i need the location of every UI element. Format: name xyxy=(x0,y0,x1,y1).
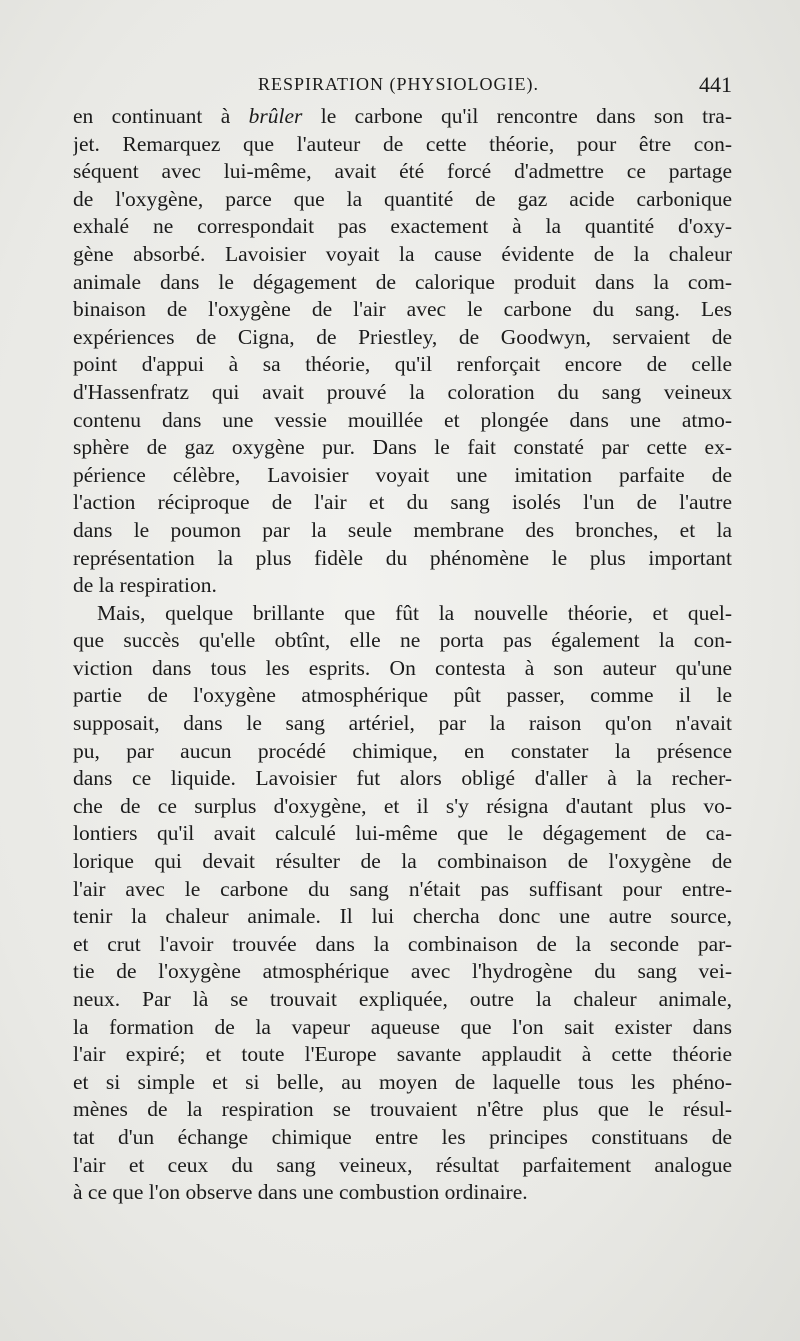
text-line: che de ce surplus d'oxygène, et il s'y résigna d'autant plus vo- xyxy=(73,793,732,818)
text-line: expériences de Cigna, de Priestley, de Goodwyn, servaient de xyxy=(73,324,732,349)
text-line: binaison de l'oxygène de l'air avec le carbone du sang. Les xyxy=(73,297,732,322)
text-line: périence célèbre, Lavoisier voyait une imitation parfaite de xyxy=(73,462,732,487)
text-line: séquent avec lui-même, avait été forcé d'admettre ce partage xyxy=(73,159,732,184)
text-line: de la respiration. xyxy=(73,573,217,598)
text-line: neux. Par là se trouvait expliquée, outre la chaleur animale, xyxy=(73,987,732,1011)
text-line: Mais, quelque brillante que fût la nouvelle théorie, et quel- xyxy=(97,600,732,625)
text-line: lontiers qu'il avait calculé lui-même que le dégagement de ca- xyxy=(73,821,732,846)
text-line: représentation la plus fidèle du phénomène le plus important xyxy=(73,545,732,570)
body-text xyxy=(73,103,732,1207)
text-line: que succès qu'elle obtînt, elle ne porta pas également la con- xyxy=(73,628,732,653)
text-line: et crut l'avoir trouvée dans la combinaison de la seconde par- xyxy=(73,931,732,956)
text-line xyxy=(73,103,732,131)
text-line: l'air avec le carbone du sang n'était pas suffisant pour entre- xyxy=(73,876,732,901)
text-line: dans le poumon par la seule membrane des bronches, et la xyxy=(73,517,732,542)
text-segment: en continuant à xyxy=(73,104,249,128)
text-line: la formation de la vapeur aqueuse que l'on sait exister dans xyxy=(73,1014,732,1039)
text-line: l'air et ceux du sang veineux, résultat parfaitement analogue xyxy=(73,1152,732,1177)
text-line: l'air expiré; et toute l'Europe savante applaudit à cette théorie xyxy=(73,1042,732,1067)
text-line: et si simple et si belle, au moyen de laquelle tous les phéno- xyxy=(73,1069,732,1094)
text-line: dans ce liquide. Lavoisier fut alors obligé d'aller à la recher- xyxy=(73,766,732,791)
text-line: tat d'un échange chimique entre les principes constituans de xyxy=(73,1124,732,1149)
page-number: 441 xyxy=(699,72,732,97)
running-head: RESPIRATION (PHYSIOLOGIE). xyxy=(258,74,539,94)
text-line: viction dans tous les esprits. On contesta à son auteur qu'une xyxy=(73,655,732,680)
text-line: l'action réciproque de l'air et du sang isolés l'un de l'autre xyxy=(73,490,732,515)
page-header xyxy=(72,72,732,102)
text-line: exhalé ne correspondait pas exactement à la quantité d'oxy- xyxy=(73,214,732,239)
text-line: animale dans le dégagement de calorique produit dans la com- xyxy=(73,269,732,294)
text-line: d'Hassenfratz qui avait prouvé la coloration du sang veineux xyxy=(73,379,732,404)
text-line: de l'oxygène, parce que la quantité de gaz acide carbonique xyxy=(73,186,732,211)
text-line: point d'appui à sa théorie, qu'il renforçait encore de celle xyxy=(73,352,732,377)
text-line: tenir la chaleur animale. Il lui chercha donc une autre source, xyxy=(73,904,732,929)
text-line: partie de l'oxygène atmosphérique pût passer, comme il le xyxy=(73,683,732,708)
text-line: supposait, dans le sang artériel, par la raison qu'on n'avait xyxy=(73,711,732,736)
text-line: à ce que l'on observe dans une combustion ordinaire. xyxy=(73,1180,528,1205)
text-line: pu, par aucun procédé chimique, en constater la présence xyxy=(73,738,732,763)
text-line: mènes de la respiration se trouvaient n'être plus que le résul- xyxy=(73,1097,732,1122)
text-line: jet. Remarquez que l'auteur de cette théorie, pour être con- xyxy=(73,131,732,156)
italic-word: brûler xyxy=(248,104,303,128)
text-line: sphère de gaz oxygène pur. Dans le fait constaté par cette ex- xyxy=(73,435,732,460)
text-segment: le carbone qu'il rencontre dans son tra- xyxy=(302,104,732,128)
text-line: gène absorbé. Lavoisier voyait la cause évidente de la chaleur xyxy=(73,241,732,266)
text-line: lorique qui devait résulter de la combinaison de l'oxygène de xyxy=(73,849,732,874)
text-line: contenu dans une vessie mouillée et plongée dans une atmo- xyxy=(73,407,732,432)
text-line: tie de l'oxygène atmosphérique avec l'hydrogène du sang vei- xyxy=(73,959,732,984)
